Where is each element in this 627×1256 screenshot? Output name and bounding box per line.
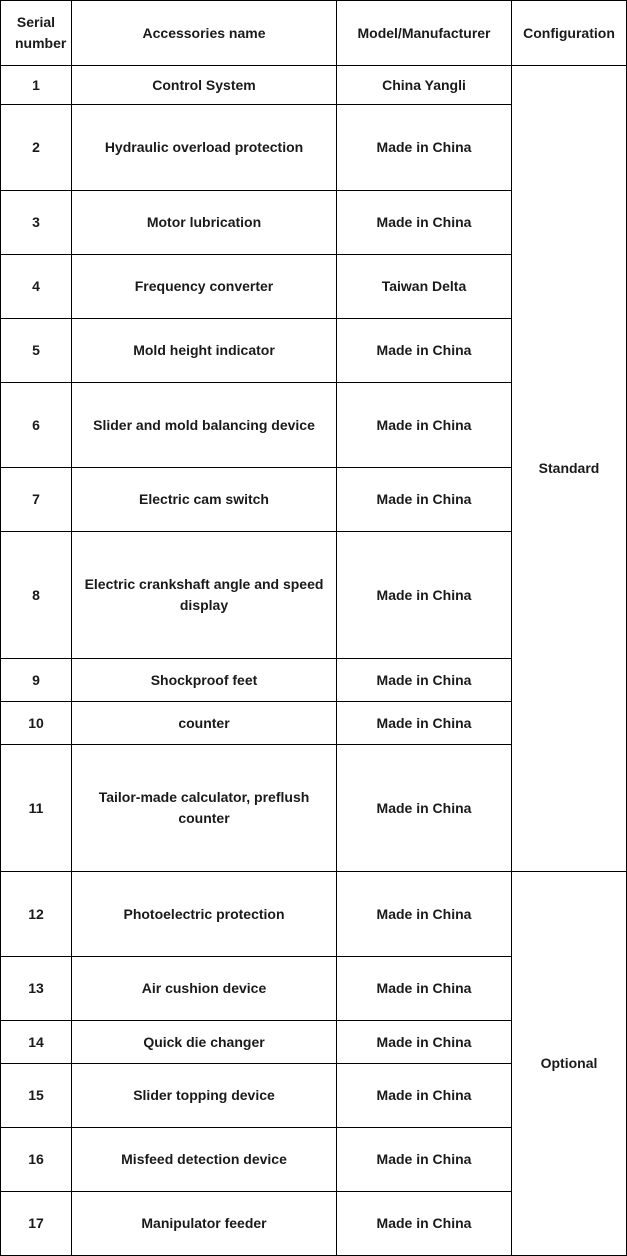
serial-cell: 15 [1, 1064, 72, 1128]
serial-cell: 9 [1, 659, 72, 702]
model-cell: Made in China [337, 872, 512, 957]
serial-cell: 10 [1, 702, 72, 745]
accessory-name-cell: Quick die changer [72, 1021, 337, 1064]
serial-cell: 1 [1, 66, 72, 105]
model-cell: Made in China [337, 532, 512, 659]
model-cell: Taiwan Delta [337, 255, 512, 319]
accessory-name-cell: Air cushion device [72, 957, 337, 1021]
accessory-name-cell: Control System [72, 66, 337, 105]
model-cell: Made in China [337, 468, 512, 532]
config-optional-cell: Optional [512, 872, 627, 1256]
header-model-manufacturer: Model/Manufacturer [337, 1, 512, 66]
model-cell: Made in China [337, 191, 512, 255]
serial-cell: 11 [1, 745, 72, 872]
serial-cell: 16 [1, 1128, 72, 1192]
model-cell: Made in China [337, 1192, 512, 1256]
accessory-name-cell: counter [72, 702, 337, 745]
model-cell: China Yangli [337, 66, 512, 105]
accessory-name-cell: Frequency converter [72, 255, 337, 319]
serial-cell: 17 [1, 1192, 72, 1256]
model-cell: Made in China [337, 702, 512, 745]
accessory-name-cell: Slider topping device [72, 1064, 337, 1128]
accessory-name-cell: Motor lubrication [72, 191, 337, 255]
model-cell: Made in China [337, 383, 512, 468]
config-standard-cell: Standard [512, 66, 627, 872]
model-cell: Made in China [337, 1128, 512, 1192]
model-cell: Made in China [337, 319, 512, 383]
accessory-name-cell: Manipulator feeder [72, 1192, 337, 1256]
accessory-name-cell: Photoelectric protection [72, 872, 337, 957]
accessory-name-cell: Hydraulic overload protection [72, 105, 337, 191]
serial-cell: 4 [1, 255, 72, 319]
serial-cell: 7 [1, 468, 72, 532]
serial-cell: 3 [1, 191, 72, 255]
accessory-name-cell: Tailor-made calculator, preflush counter [72, 745, 337, 872]
accessory-name-cell: Mold height indicator [72, 319, 337, 383]
serial-cell: 8 [1, 532, 72, 659]
accessory-name-cell: Electric crankshaft angle and speed display [72, 532, 337, 659]
table-row [1, 872, 627, 957]
model-cell: Made in China [337, 1064, 512, 1128]
header-accessories-name: Accessories name [72, 1, 337, 66]
serial-cell: 5 [1, 319, 72, 383]
serial-cell: 2 [1, 105, 72, 191]
model-cell: Made in China [337, 957, 512, 1021]
model-cell: Made in China [337, 745, 512, 872]
header-serial-number: Serial number [1, 1, 72, 66]
table-row [1, 66, 627, 105]
accessory-name-cell: Slider and mold balancing device [72, 383, 337, 468]
model-cell: Made in China [337, 1021, 512, 1064]
serial-cell: 13 [1, 957, 72, 1021]
serial-cell: 12 [1, 872, 72, 957]
accessory-name-cell: Shockproof feet [72, 659, 337, 702]
model-cell: Made in China [337, 659, 512, 702]
accessory-name-cell: Electric cam switch [72, 468, 337, 532]
header-configuration: Configuration [512, 1, 627, 66]
serial-cell: 6 [1, 383, 72, 468]
model-cell: Made in China [337, 105, 512, 191]
table-header-row [1, 1, 627, 66]
accessory-name-cell: Misfeed detection device [72, 1128, 337, 1192]
serial-cell: 14 [1, 1021, 72, 1064]
